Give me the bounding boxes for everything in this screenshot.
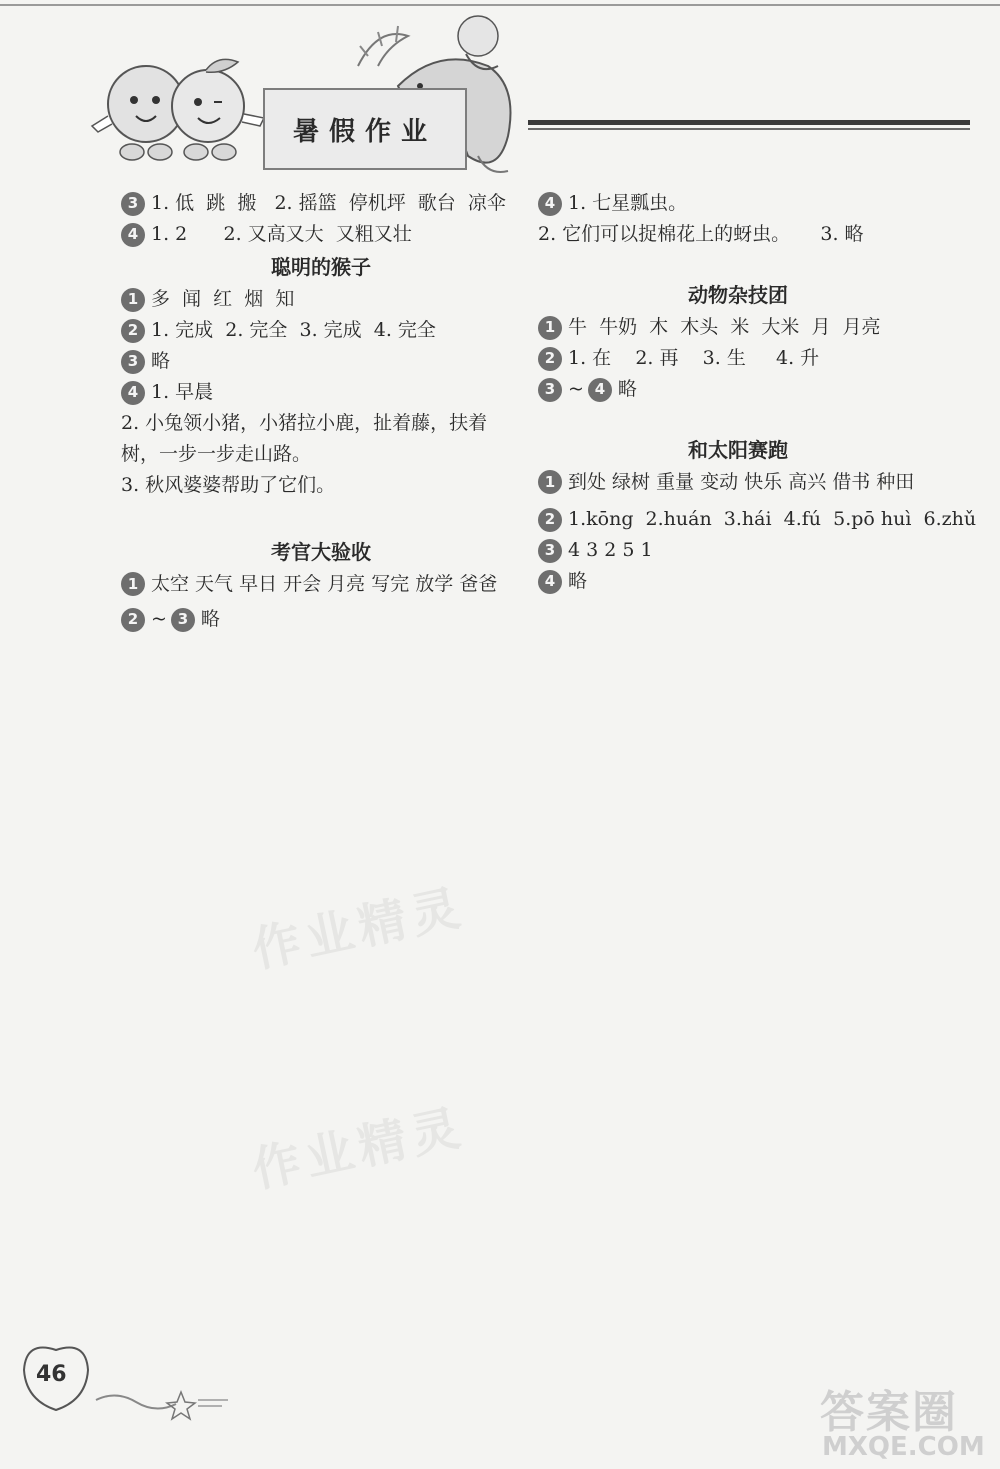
number-badge: 1 (538, 470, 562, 494)
answer-line (538, 535, 938, 566)
answer-line (538, 566, 938, 597)
number-badge: 4 (121, 381, 145, 405)
number-badge: 4 (121, 223, 145, 247)
page-number: 46 (36, 1362, 67, 1387)
answer-text: 4 3 2 5 1 (568, 539, 653, 561)
answer-line (538, 312, 938, 343)
answer-text: 1. 完成 2. 完全 3. 完成 4. 完全 (151, 319, 436, 341)
header-rule (528, 120, 970, 125)
site-url-watermark: MXQE.COM (822, 1432, 985, 1462)
answer-line (121, 377, 521, 408)
header-rule-thin (528, 128, 970, 130)
answer-line (538, 504, 977, 535)
answer-text: 多 闻 红 烟 知 (151, 288, 295, 310)
answer-text: 牛 牛奶 木 木头 米 大米 月 月亮 (568, 316, 881, 338)
number-badge: 1 (538, 316, 562, 340)
number-badge: 1 (121, 288, 145, 312)
answer-line (538, 374, 938, 405)
number-badge: 3 (171, 608, 195, 632)
right-column (538, 188, 977, 597)
fruit-mascots-illustration (88, 56, 268, 168)
number-badge: 3 (538, 539, 562, 563)
page-title: 暑假作业 (263, 88, 467, 170)
number-badge: 3 (121, 350, 145, 374)
section-title: 动物杂技团 (688, 283, 788, 307)
left-column (121, 188, 521, 635)
watermark: 作业精灵 (247, 1099, 471, 1199)
answer-line (121, 315, 521, 346)
number-badge: 2 (538, 508, 562, 532)
number-badge: 4 (588, 378, 612, 402)
answer-paragraph: 3. 秋风婆婆帮助了它们。 (121, 474, 336, 496)
range-separator: ~ (151, 608, 167, 630)
answer-line (121, 219, 521, 250)
answer-line (121, 604, 521, 635)
number-badge: 2 (121, 608, 145, 632)
answer-line (121, 346, 521, 377)
answer-paragraph: 2. 它们可以捉棉花上的蚜虫。 3. 略 (538, 223, 864, 245)
answer-text: 略 (617, 378, 637, 400)
answer-text: 略 (151, 350, 171, 372)
number-badge: 2 (121, 319, 145, 343)
answer-line (121, 569, 521, 600)
section-title: 聪明的猴子 (271, 255, 371, 279)
answer-text: 到处 绿树 重量 变动 快乐 高兴 借书 种田 (568, 471, 915, 493)
number-badge: 2 (538, 347, 562, 371)
answer-text: 1. 七星瓢虫。 (568, 192, 688, 214)
answer-paragraph: 2. 小兔领小猪，小猪拉小鹿，扯着藤，扶着树，一步一步走山路。 (121, 412, 488, 465)
answer-text: 太空 天气 早日 开会 月亮 写完 放学 爸爸 (151, 573, 498, 595)
number-badge: 3 (538, 378, 562, 402)
answer-text: 1.kōng 2.huán 3.hái 4.fú 5.pō huì 6.zhǔ (568, 508, 977, 530)
answer-text: 略 (200, 608, 220, 630)
answer-text: 1. 低 跳 搬 2. 摇篮 停机坪 歌台 凉伞 (151, 192, 506, 214)
number-badge: 1 (121, 572, 145, 596)
answer-line (538, 467, 938, 498)
number-badge: 4 (538, 192, 562, 216)
section-title: 和太阳赛跑 (688, 438, 788, 462)
watermark: 作业精灵 (247, 879, 471, 979)
answer-text: 1. 2 2. 又高又大 又粗又壮 (151, 223, 412, 245)
answer-text: 1. 在 2. 再 3. 生 4. 升 (568, 347, 820, 369)
answer-line (538, 188, 938, 219)
answer-text: 略 (568, 570, 588, 592)
answer-line (538, 343, 938, 374)
range-separator: ~ (568, 378, 584, 400)
number-badge: 3 (121, 192, 145, 216)
section-title: 考官大验收 (271, 540, 371, 564)
answer-line (121, 188, 521, 219)
answer-text: 1. 早晨 (151, 381, 214, 403)
answer-line (121, 284, 521, 315)
number-badge: 4 (538, 570, 562, 594)
site-watermark: 答案圈 (820, 1387, 958, 1438)
